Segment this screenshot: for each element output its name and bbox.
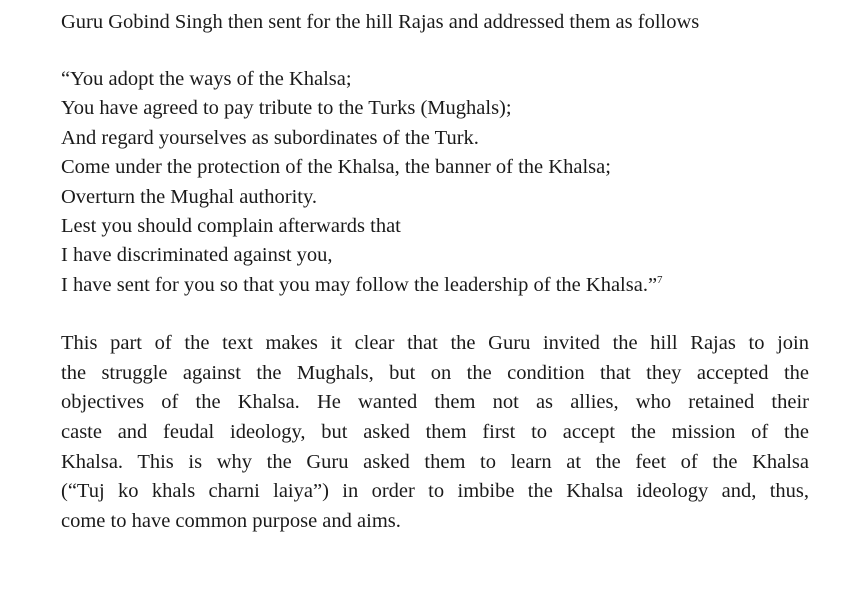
verse-line: “You adopt the ways of the Khalsa; (61, 68, 352, 90)
paragraph-line: objectives of the Khalsa. He wanted them not as allies, who retained their (61, 391, 809, 414)
body-paragraph (61, 329, 809, 537)
paragraph-line: (“Tuj ko khals charni laiya”) in order to imbibe the Khalsa ideology and, thus, (61, 480, 809, 503)
paragraph-line: Khalsa. This is why the Guru asked them to learn at the feet of the Khalsa (61, 450, 809, 473)
paragraph-line: caste and feudal ideology, but asked them first to accept the mission of the (61, 421, 809, 444)
paragraph-line: come to have common purpose and aims. (61, 510, 401, 533)
intro-line: Guru Gobind Singh then sent for the hill Rajas and addressed them as follows (61, 11, 700, 33)
paragraph-line: the struggle against the Mughals, but on the condition that they accepted the (61, 361, 809, 384)
verse-line-text: I have sent for you so that you may follow the leadership of the Khalsa.” (61, 273, 658, 296)
verse-line: Come under the protection of the Khalsa, the banner of the Khalsa; (61, 156, 611, 179)
verse-line: Overturn the Mughal authority. (61, 185, 317, 208)
verse-line: And regard yourselves as subordinates of the Turk. (61, 126, 479, 149)
footnote-marker: 7 (657, 273, 663, 286)
verse-line-last (61, 271, 663, 300)
paragraph-line: This part of the text makes it clear that the Guru invited the hill Rajas to join (61, 332, 809, 354)
verse-line: Lest you should complain afterwards that (61, 214, 401, 237)
verse-line: I have discriminated against you, (61, 244, 333, 267)
verse-line: You have agreed to pay tribute to the Turks (Mughals); (61, 97, 512, 120)
verse-block (61, 65, 663, 300)
